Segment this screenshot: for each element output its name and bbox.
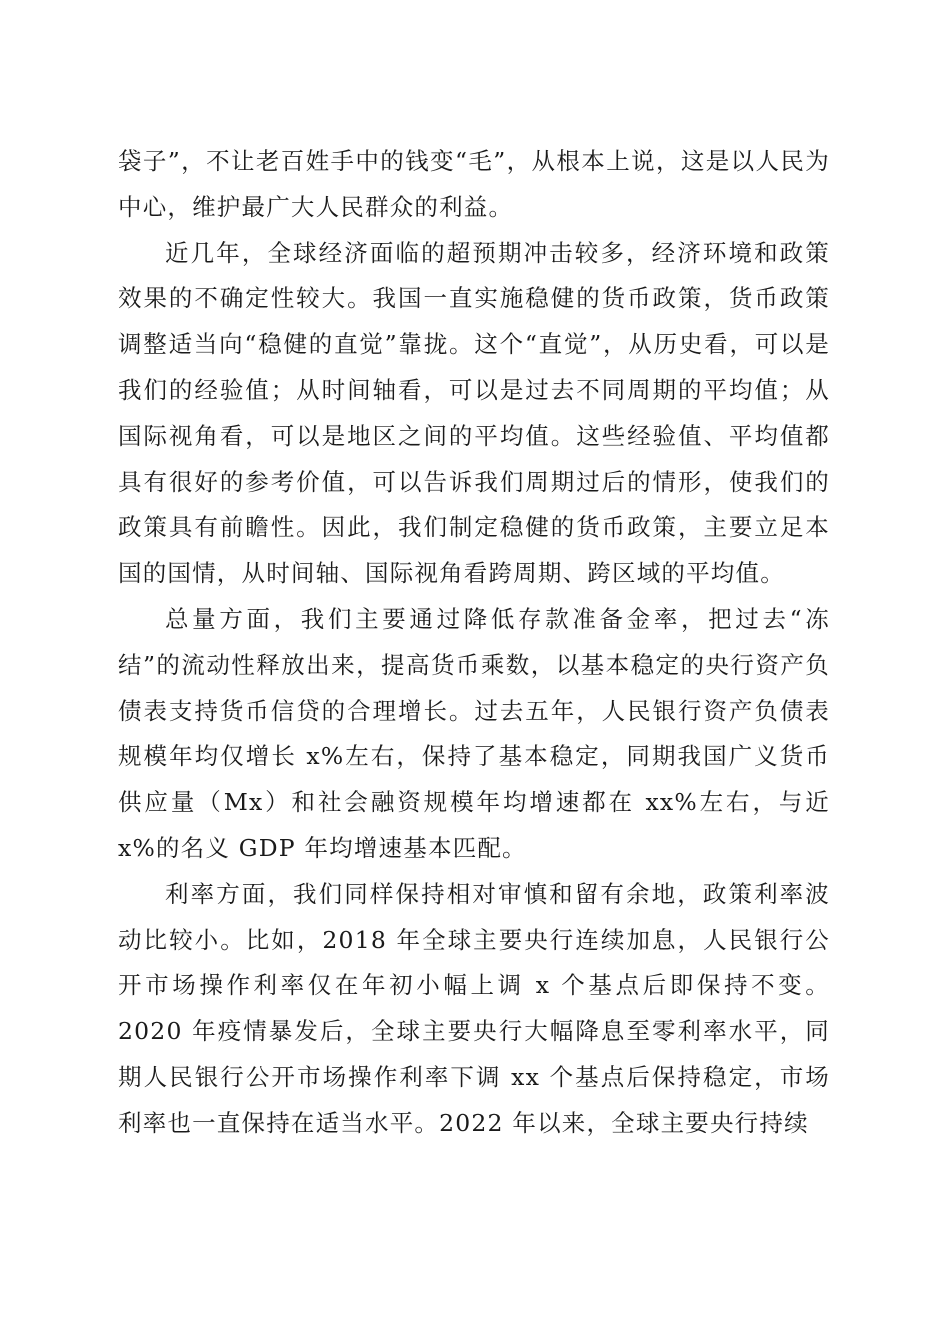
- body-text: [118, 139, 830, 1147]
- paragraph-3: 总量方面，我们主要通过降低存款准备金率，把过去“冻结”的流动性释放出来，提高货币乘数，以基本稳定的央行资产负债表支持货币信贷的合理增长。过去五年，人民银行资产负债表规模年均仅增长 x%左右，保持了基本稳定，同期我国广义货币供应量（Mx）和社会融资规模年均增速都在 xx%左右，与近 x%的名义 GDP 年均增速基本匹配。: [118, 604, 830, 862]
- paragraph-4: 利率方面，我们同样保持相对审慎和留有余地，政策利率波动比较小。比如，2018 年全球主要央行连续加息，人民银行公开市场操作利率仅在年初小幅上调 x 个基点后即保持不变。2020 年疫情暴发后，全球主要央行大幅降息至零利率水平，同期人民银行公开市场操作利率下调 xx 个基点后保持稳定，市场利率也一直保持在适当水平。2022 年以来，全球主要央行持续: [118, 879, 830, 1137]
- paragraph-2: 近几年，全球经济面临的超预期冲击较多，经济环境和政策效果的不确定性较大。我国一直实施稳健的货币政策，货币政策调整适当向“稳健的直觉”靠拢。这个“直觉”，从历史看，可以是我们的经验值；从时间轴看，可以是过去不同周期的平均值；从国际视角看，可以是地区之间的平均值。这些经验值、平均值都具有很好的参考价值，可以告诉我们周期过后的情形，使我们的政策具有前瞻性。因此，我们制定稳健的货币政策，主要立足本国的国情，从时间轴、国际视角看跨周期、跨区域的平均值。: [118, 238, 830, 588]
- paragraph-1: 袋子”，不让老百姓手中的钱变“毛”，从根本上说，这是以人民为中心，维护最广大人民群众的利益。: [118, 147, 830, 221]
